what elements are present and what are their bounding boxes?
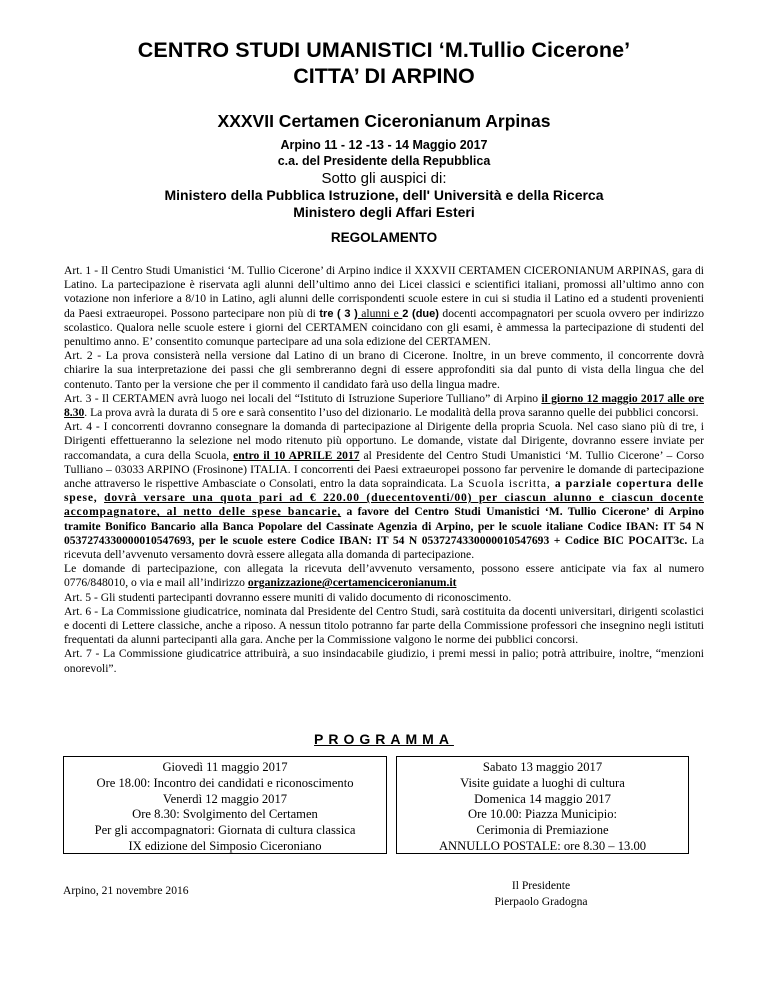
article-3: Art. 3 - Il CERTAMEN avrà luogo nei locali del “Istituto di Istruzione Superiore Tulliano” di Arpino il giorno 12 maggio 2017 alle ore 8.30. La prova avrà la durata di 5 ore e sarà consentito l’uso del dizionario. Le modalità della prova saranno quelle dei pubblici concorsi. [64,391,704,420]
organization-title: CENTRO STUDI UMANISTICI ‘M.Tullio Cicerone’ [137,38,631,62]
program-line: Sabato 13 maggio 2017 [482,760,603,774]
article-2: Art. 2 - La prova consisterà nella versione dal Latino di un brano di Cicerone. Inoltre, in un breve commento, il concorrente dovrà chiarire la sua interpretazione dei passi che gli sembreranno degni di essere approfonditi sia dal punto di vista della lingua che del contenuto. Tanto per la versione che per il commento il candidato farà uso della lingua madre. [64,349,704,391]
ministry-line-2: Ministero degli Affari Esteri [293,204,475,220]
article-4-fax: Le domande di partecipazione, con allegata la ricevuta dell’avvenuto versamento, possono essere anticipate via fax al numero 0776/848010, o via e mail all’indirizzo organizzazione@certamenciceronianum.it [64,562,704,590]
certamen-title: XXXVII Certamen Ciceronianum Arpinas [217,111,551,131]
program-line: Ore 8.30: Svolgimento del Certamen [132,807,318,822]
article-6: Art. 6 - La Commissione giudicatrice, nominata dal Presidente del Centro Studi, sarà costituita da docenti universitari, dirigenti scolastici e docenti di Lettere classiche, anche a riposo. A nessun titolo potranno far parte della Commissione professori che insegnino negli istituti frequentati da alunni partecipanti alla gara. Anche per la Commissione valgono le norme dei pubblici concorsi. [64,604,704,647]
patronage-line: c.a. del Presidente della Repubblica [277,154,491,168]
document-date: Arpino, 21 novembre 2016 [63,884,189,897]
program-line: IX edizione del Simposio Ciceroniano [128,838,322,853]
program-line: Ore 18.00: Incontro dei candidati e riconoscimento [96,775,354,790]
program-line: Domenica 14 maggio 2017 [474,791,611,806]
signature-title: Il Presidente [511,879,571,892]
program-box-left [63,756,387,854]
program-line: Giovedì 11 maggio 2017 [162,760,288,774]
regulation-body [64,264,704,676]
program-line: ANNULLO POSTALE: ore 8.30 – 13.00 [438,838,647,853]
signature-block [491,878,591,910]
article-1: Art. 1 - Il Centro Studi Umanistici ‘M. Tullio Cicerone’ di Arpino indice il XXXVII CERTAMEN CICERONIANUM ARPINAS, gara di Latino. La partecipazione è riservata agli alunni dell’ultimo anno dei Licei classici e scientifici italiani, promossi all’ultimo anno con votazione non inferiore a 8/10 in Latino, agli alunni delle corrispondenti scuole estere in cui si studia il Latino ed a studenti provenienti da Paesi extraeuropei. Possono partecipare non più di tre ( 3 ) alunni e 2 (due) docenti accompagnatori per scuola ovvero per indirizzo scolastico. Qualora nelle scuole estere i giorni del CERTAMEN coincidano con gli esami, è ammessa la partecipazione di studenti del penultimo anno. E’ consentito comunque partecipare ad una sola edizione del CERTAMEN. [64,264,704,349]
program-line: Ore 10.00: Piazza Municipio: [468,807,617,822]
event-dates: Arpino 11 - 12 -13 - 14 Maggio 2017 [280,138,488,152]
ministry-line-1: Ministero della Pubblica Istruzione, dell' Università e della Ricerca [164,187,604,203]
program-line: Cerimonia di Premiazione [476,823,609,838]
program-box-right [396,756,689,854]
article-7: Art. 7 - La Commissione giudicatrice attribuirà, a suo insindacabile giudizio, i premi messi in palio; potrà attribuire, inoltre, “menzioni onorevoli”. [64,647,704,675]
city-title: CITTA’ DI ARPINO [293,64,475,88]
email-link[interactable]: organizzazione@certamenciceronianum.it [247,576,457,590]
programma-heading: PROGRAMMA [314,731,454,747]
signature-name: Pierpaolo Gradogna [494,895,588,908]
program-line: Venerdì 12 maggio 2017 [162,791,288,806]
auspici-line: Sotto gli auspici di: [321,170,447,187]
program-line: Visite guidate a luoghi di cultura [460,775,625,790]
article-5: Art. 5 - Gli studenti partecipanti dovranno essere muniti di valido documento di riconoscimento. [64,590,512,604]
program-line: Per gli accompagnatori: Giornata di cultura classica [94,823,356,838]
article-4: Art. 4 - I concorrenti dovranno consegnare la domanda di partecipazione al Dirigente della propria Scuola. Nel caso siano più di tre, i Dirigenti effettueranno la selezione nel modo ritenuto più opportuno. Le domande, vistate dal Dirigente, dovranno essere inviate per raccomandata, a cura della Scuola, entro il 10 APRILE 2017 al Presidente del Centro Studi Umanistici ‘M. Tullio Cicerone’ – Corso Tulliano – 03033 ARPINO (Frosinone) ITALIA. I concorrenti dei Paesi extraeuropei possono far pervenire le domande di partecipazione anche attraverso le rispettive Ambasciate o Consolati, entro la data sopraindicata. La Scuola iscritta, a parziale copertura delle spese, dovrà versare una quota pari ad € 220.00 (duecentoventi/00) per ciascun alunno e ciascun docente accompagnatore, al netto delle spese bancarie, a favore del Centro Studi Umanistici ‘M. Tullio Cicerone’ di Arpino tramite Bonifico Bancario alla Banca Popolare del Cassinate Agenzia di Arpino, per le scuole italiane Codice IBAN: IT 54 N 0537274330000010547693, per le scuole estere Codice IBAN: IT 54 N 0537274330000010547693 + Codice BIC POCAIT3c. La ricevuta dell’avvenuto versamento dovrà essere allegata alla domanda di partecipazione. [64,420,704,562]
regolamento-heading: REGOLAMENTO [330,230,438,245]
